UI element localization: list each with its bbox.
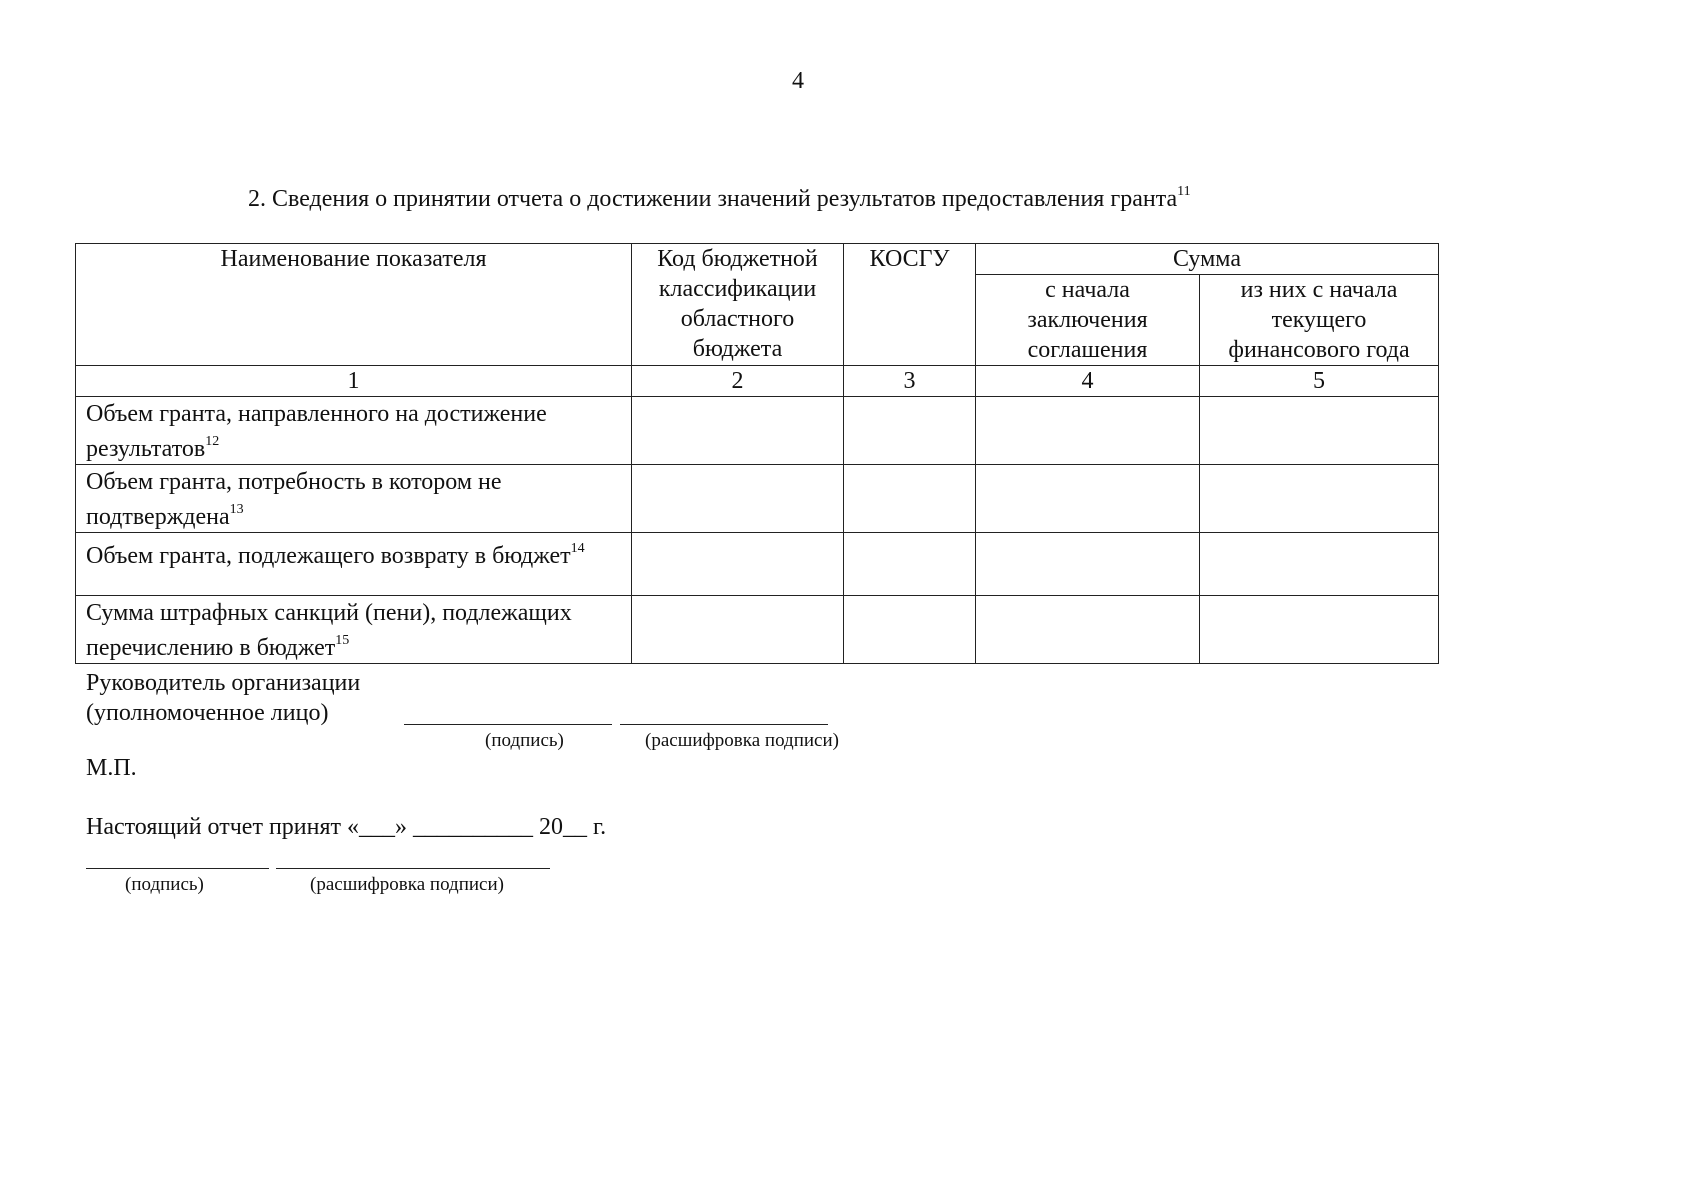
column-number: 2 (632, 366, 844, 397)
header-kosgu: КОСГУ (844, 244, 976, 366)
column-number: 1 (76, 366, 632, 397)
cell-kosgu[interactable] (844, 533, 976, 596)
header-sum: Сумма (976, 244, 1439, 275)
section-title-footnote: 11 (1177, 184, 1191, 199)
header-sum-since-agreement: с начала заключения соглашения (976, 275, 1200, 366)
table-row (76, 465, 1439, 533)
acceptance-decoding-line[interactable] (276, 868, 550, 869)
row-label-text: Объем гранта, потребность в котором не подтверждена (86, 469, 502, 530)
section-title-text: 2. Сведения о принятии отчета о достижении значений результатов предоставления гранта (248, 186, 1178, 212)
cell-sum-since-agreement[interactable] (976, 397, 1200, 465)
acceptance-signature-line[interactable] (86, 868, 269, 869)
cell-sum-current-year[interactable] (1200, 465, 1439, 533)
row-label (76, 533, 632, 596)
signature-line[interactable] (404, 724, 612, 725)
head-title-line1: Руководитель организации (86, 670, 361, 696)
row-footnote: 14 (570, 541, 585, 556)
column-number: 4 (976, 366, 1200, 397)
cell-kosgu[interactable] (844, 465, 976, 533)
row-label-text: Сумма штрафных санкций (пени), подлежащих перечислению в бюджет (86, 600, 572, 661)
signature-decoding-line[interactable] (620, 724, 828, 725)
column-number-row (76, 366, 1439, 397)
header-sum-current-year: из них с начала текущего финансового года (1200, 275, 1439, 366)
head-title-line2: (уполномоченное лицо) (86, 700, 329, 726)
cell-sum-current-year[interactable] (1200, 596, 1439, 664)
report-table (75, 243, 1439, 664)
row-label (76, 465, 632, 533)
cell-sum-since-agreement[interactable] (976, 465, 1200, 533)
row-footnote: 13 (229, 502, 244, 517)
decoding-caption: (расшифровка подписи) (645, 730, 839, 751)
cell-budget-code[interactable] (632, 465, 844, 533)
header-budget-code: Код бюджетной классификации областного бюджета (632, 244, 844, 366)
row-label (76, 397, 632, 465)
cell-budget-code[interactable] (632, 596, 844, 664)
stamp-label: М.П. (86, 755, 137, 781)
signature-caption: (подпись) (485, 730, 564, 751)
row-label (76, 596, 632, 664)
header-indicator: Наименование показателя (76, 244, 632, 366)
column-number: 5 (1200, 366, 1439, 397)
signature-caption-2: (подпись) (125, 874, 204, 895)
cell-sum-current-year[interactable] (1200, 397, 1439, 465)
table-row (76, 533, 1439, 596)
cell-sum-since-agreement[interactable] (976, 596, 1200, 664)
page-number: 4 (792, 68, 804, 94)
row-footnote: 15 (335, 633, 350, 648)
cell-kosgu[interactable] (844, 397, 976, 465)
cell-budget-code[interactable] (632, 397, 844, 465)
cell-sum-current-year[interactable] (1200, 533, 1439, 596)
table-row (76, 397, 1439, 465)
acceptance-statement: Настоящий отчет принят «___» __________ 20__ г. (86, 814, 607, 840)
row-footnote: 12 (205, 434, 220, 449)
cell-kosgu[interactable] (844, 596, 976, 664)
decoding-caption-2: (расшифровка подписи) (310, 874, 504, 895)
table-row (76, 596, 1439, 664)
column-number: 3 (844, 366, 976, 397)
header-row-1 (76, 244, 1439, 275)
cell-sum-since-agreement[interactable] (976, 533, 1200, 596)
section-title (248, 186, 1191, 213)
row-label-text: Объем гранта, направленного на достижение результатов (86, 401, 547, 462)
cell-budget-code[interactable] (632, 533, 844, 596)
row-label-text: Объем гранта, подлежащего возврату в бюджет (86, 543, 571, 569)
